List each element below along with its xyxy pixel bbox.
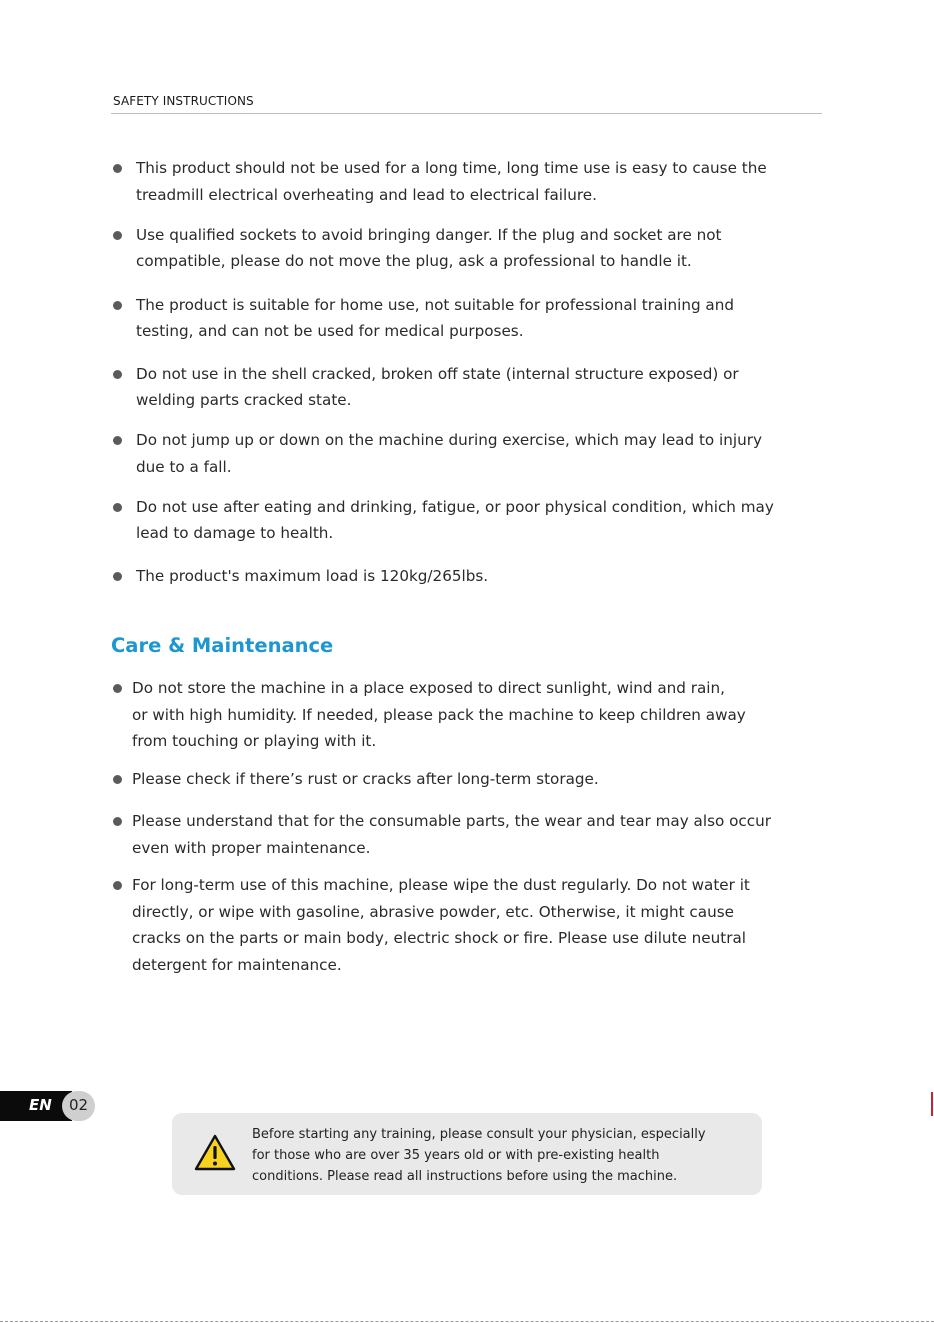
item-line: For long-term use of this machine, please wipe the dust regularly. Do not water it: [132, 876, 750, 894]
bullet-icon: [113, 775, 122, 784]
item-line: The product's maximum load is 120kg/265lbs.: [136, 566, 489, 585]
warning-line: Before starting any training, please consult your physician, especially: [252, 1127, 706, 1142]
care-item: [113, 766, 813, 793]
item-line: directly, or wipe with gasoline, abrasive powder, etc. Otherwise, it might cause: [132, 902, 734, 921]
item-line: even with proper maintenance.: [132, 838, 371, 857]
bullet-icon: [113, 164, 122, 173]
item-line: Do not store the machine in a place exposed to direct sunlight, wind and rain,: [132, 679, 725, 697]
item-line: lead to damage to health.: [136, 524, 334, 542]
page-number-badge: [62, 1091, 95, 1121]
section-header: SAFETY INSTRUCTIONS: [113, 94, 254, 108]
item-line: Do not jump up or down on the machine during exercise, which may lead to injury: [136, 431, 762, 449]
safety-item: [113, 361, 813, 414]
safety-item: [113, 494, 813, 547]
safety-item: [113, 222, 813, 275]
item-line: compatible, please do not move the plug, ask a professional to handle it.: [136, 252, 692, 270]
bullet-icon: [113, 503, 122, 512]
safety-list: [113, 155, 813, 603]
bullet-icon: [113, 881, 122, 890]
item-line: welding parts cracked state.: [136, 391, 352, 409]
item-line: cracks on the parts or main body, electric shock or fire. Please use dilute neutral: [132, 929, 746, 947]
bullet-icon: [113, 231, 122, 240]
bullet-icon: [113, 684, 122, 693]
warning-box: [172, 1113, 762, 1195]
header-rule: [111, 113, 822, 114]
care-maintenance-title: Care & Maintenance: [111, 634, 334, 657]
care-item: [113, 675, 813, 755]
bullet-icon: [113, 370, 122, 379]
safety-item: [113, 427, 813, 480]
language-label: EN: [29, 1096, 52, 1114]
item-line: This product should not be used for a long time, long time use is easy to cause the: [136, 159, 767, 177]
item-line: Please check if there’s rust or cracks after long-term storage.: [132, 769, 599, 788]
bullet-icon: [113, 436, 122, 445]
warning-line: conditions. Please read all instructions before using the machine.: [252, 1169, 678, 1184]
edge-marker: [931, 1092, 933, 1116]
item-line: Use qualified sockets to avoid bringing danger. If the plug and socket are not: [136, 225, 722, 244]
item-line: treadmill electrical overheating and lead to electrical failure.: [136, 185, 597, 204]
care-list: [113, 675, 813, 989]
bullet-icon: [113, 817, 122, 826]
warning-text: [252, 1124, 752, 1187]
bullet-icon: [113, 572, 122, 581]
care-item: [113, 808, 813, 861]
bottom-dashed-rule: [0, 1321, 934, 1322]
item-line: The product is suitable for home use, not suitable for professional training and: [136, 295, 735, 314]
item-line: Do not use in the shell cracked, broken off state (internal structure exposed) or: [136, 364, 739, 383]
warning-triangle-icon: [194, 1134, 236, 1172]
item-line: detergent for maintenance.: [132, 955, 342, 974]
safety-item: [113, 563, 813, 590]
item-line: Do not use after eating and drinking, fatigue, or poor physical condition, which may: [136, 497, 774, 516]
bullet-icon: [113, 301, 122, 310]
warning-line: for those who are over 35 years old or with pre-existing health: [252, 1148, 660, 1163]
item-line: from touching or playing with it.: [132, 732, 377, 750]
care-item: [113, 872, 813, 978]
item-line: testing, and can not be used for medical purposes.: [136, 322, 524, 340]
item-line: or with high humidity. If needed, please pack the machine to keep children away: [132, 705, 746, 724]
item-line: due to a fall.: [136, 457, 232, 476]
page-tab: [0, 1091, 97, 1121]
safety-item: [113, 155, 813, 208]
item-line: Please understand that for the consumable parts, the wear and tear may also occur: [132, 812, 771, 830]
page-number: 02: [68, 1096, 89, 1114]
safety-item: [113, 292, 813, 345]
